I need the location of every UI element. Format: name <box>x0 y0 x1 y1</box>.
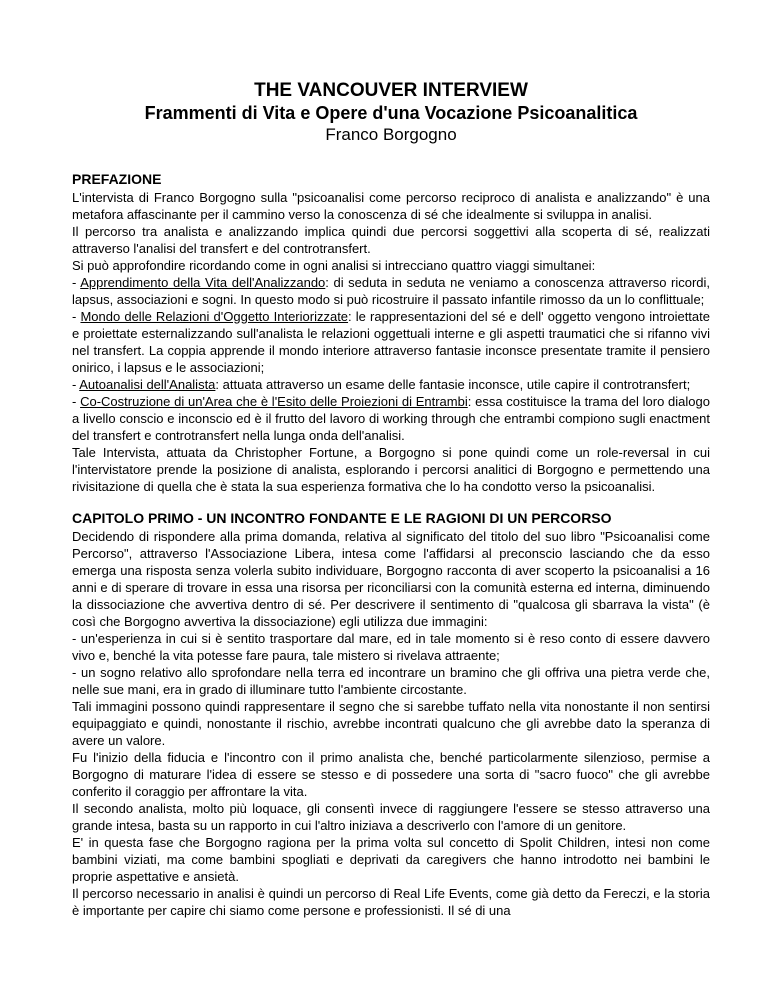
journey-item <box>72 376 710 393</box>
paragraph: Il secondo analista, molto più loquace, gli consentì invece di raggiungere l'essere se stesso attraverso una grande intesa, basta su un rapporto in cui l'altro iniziava a descriverlo con l'amore di un genitore. <box>72 801 710 833</box>
section-heading-prefazione: PREFAZIONE <box>72 171 162 187</box>
journey-item <box>72 308 710 376</box>
document-title: THE VANCOUVER INTERVIEW <box>254 80 528 101</box>
paragraph: Si può approfondire ricordando come in ogni analisi si intrecciano quattro viaggi simultanei: <box>72 258 596 273</box>
item-text: : essa costituisce la trama del loro dialogo a livello conscio e inconscio ed è il frutto del lavoro di working through che entrambi compiono sugli enactment del transfert e controtransfert nella lunga onda dell'analisi. <box>72 394 710 443</box>
paragraph: - un'esperienza in cui si è sentito trasportare dal mare, ed in tale momento si è reso conto di essere davvero vivo e, benché la vita potesse fare paura, tale mistero si rivelava attraente; <box>72 631 710 663</box>
paragraph: L'intervista di Franco Borgogno sulla "psicoanalisi come percorso reciproco di analista e analizzando" è una metafora affascinante per il cammino verso la conoscenza di sé che idealmente si sviluppa in analisi. <box>72 190 710 222</box>
document-subtitle: Frammenti di Vita e Opere d'una Vocazione Psicoanalitica <box>144 103 638 123</box>
item-label: Autoanalisi dell'Analista <box>79 377 216 392</box>
paragraph: Fu l'inizio della fiducia e l'incontro con il primo analista che, benché particolarmente silenzioso, permise a Borgogno di maturare l'idea di essere se stesso e di possedere una sorta di "sacro fuoco" che gli avrebbe conferito il coraggio per affrontare la vita. <box>72 750 710 799</box>
item-prefix: - <box>72 275 81 290</box>
item-label: Mondo delle Relazioni d'Oggetto Interiorizzate <box>80 309 349 324</box>
item-prefix: - <box>72 394 81 409</box>
paragraph: Tali immagini possono quindi rappresentare il segno che si sarebbe tuffato nella vita nonostante il non sentirsi equipaggiato e quindi, nonostante il rischio, avrebbe incontrati qualcuno che gli avrebbe dato la speranza di avere un valore. <box>72 699 710 748</box>
journey-item <box>72 393 710 444</box>
paragraph: E' in questa fase che Borgogno ragiona per la prima volta sul concetto di Spolit Children, intesi non come bambini viziati, ma come bambini spogliati e deprivati da caregivers che hanno introdotto nei bambini le proprie aspettative e ansietà. <box>72 835 710 884</box>
item-text: : di seduta in seduta ne veniamo a conoscenza attraverso ricordi, lapsus, associazioni e sogni. In questo modo si può ricostruire il passato infantile rimosso da un lo conflittuale; <box>72 275 711 307</box>
journey-item <box>72 274 710 308</box>
title-block <box>72 80 710 146</box>
item-prefix: - <box>72 377 80 392</box>
item-text: : le rappresentazioni del sé e dell' oggetto vengono introiettate e proiettate esternalizzando sull'analista le relazioni oggettuali interne e gli aspetti traumatici che si rifanno vivi nel transfert. La coppia apprende il mondo interiore attraverso fantasie inconsce presentate tramite il pensiero onirico, i lapsus e le associazioni; <box>72 309 710 375</box>
item-prefix: - <box>72 309 81 324</box>
paragraph: Decidendo di rispondere alla prima domanda, relativa al significato del titolo del suo libro "Psicoanalisi come Percorso", attraverso l'Associazione Libera, intesa come l'affidarsi al preconscio lasciando che da esso emerga una risposta senza volerla subito individuare, Borgogno racconta di aver scoperto la psicoanalisi a 16 anni e di sperare di trovare in essa una risorsa per riconciliarsi con la comunità esterna ed interna, diminuendo la dissociazione che avvertiva dentro di sé. Per descrivere il sentimento di "qualcosa gli sbarrava la vista" (è così che Borgogno avvertiva la dissociazione) egli utilizza due immagini: <box>72 529 710 629</box>
paragraph: Il percorso tra analista e analizzando implica quindi due percorsi soggettivi alla scoperta di sé, realizzati attraverso l'analisi del transfert e del controtransfert. <box>72 224 710 256</box>
paragraph: Il percorso necessario in analisi è quindi un percorso di Real Life Events, come già detto da Fereczi, e la storia è importante per capire chi siamo come persone e professionisti. Il sé di una <box>72 886 710 918</box>
item-label: Apprendimento della Vita dell'Analizzando <box>80 275 326 290</box>
document-author: Franco Borgogno <box>325 125 457 144</box>
paragraph: Tale Intervista, attuata da Christopher Fortune, a Borgogno si pone quindi come un role-reversal in cui l'intervistatore prende la posizione di analista, esplorando i percorsi analitici di Borgogno e permettendo una rivisitazione di quella che è stata la sua esperienza formativa che lo ha condotto verso la psicoanalisi. <box>72 445 710 494</box>
section-heading-capitolo-primo: CAPITOLO PRIMO - UN INCONTRO FONDANTE E LE RAGIONI DI UN PERCORSO <box>72 510 612 526</box>
item-text: : attuata attraverso un esame delle fantasie inconsce, utile capire il controtransfert; <box>215 377 691 392</box>
paragraph: - un sogno relativo allo sprofondare nella terra ed incontrare un bramino che gli offriva una pietra verde che, nelle sue mani, era in grado di illuminare tutto l'ambiente circostante. <box>72 665 710 697</box>
item-label: Co-Costruzione di un'Area che è l'Esito delle Proiezioni di Entrambi <box>80 394 468 409</box>
